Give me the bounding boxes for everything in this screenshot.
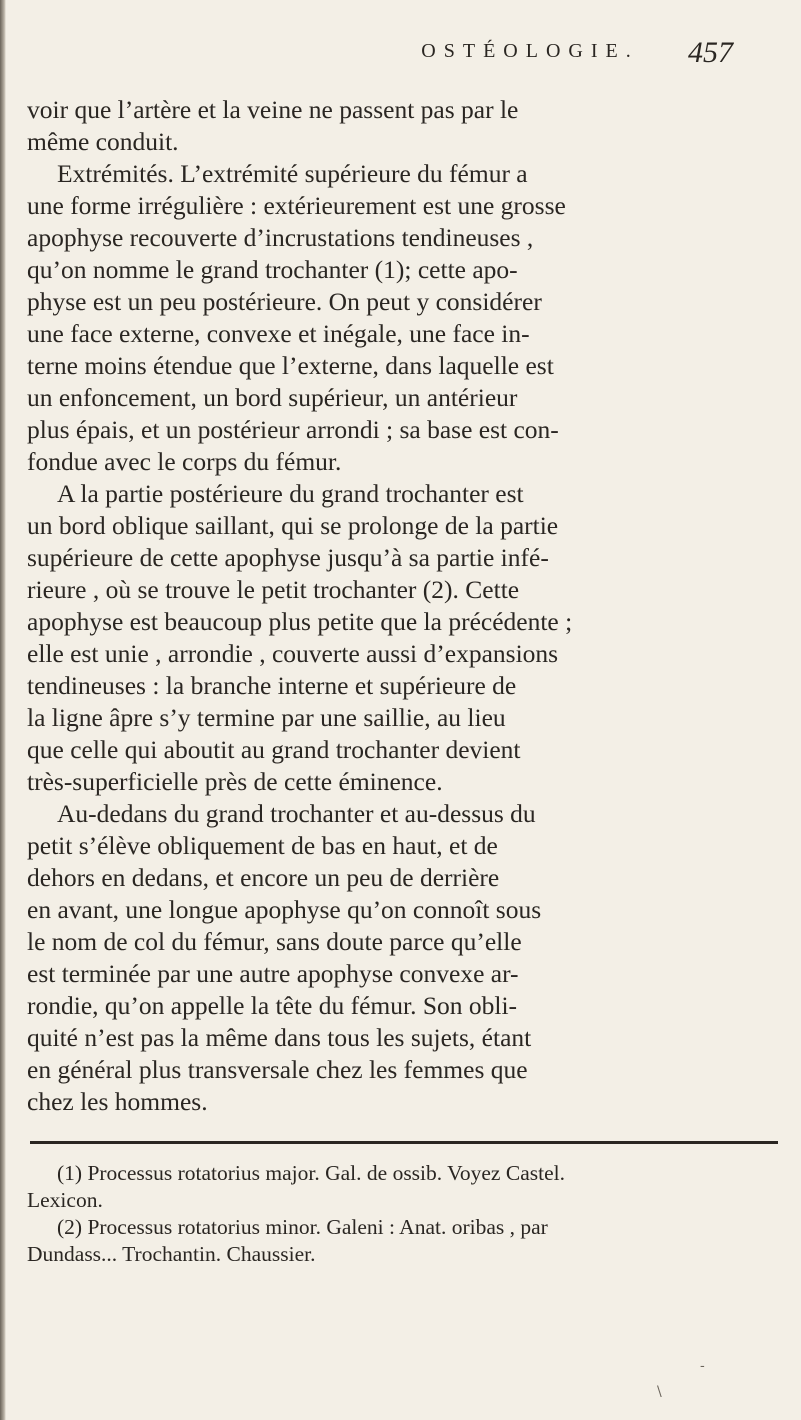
text-line: apophyse recouverte d’incrustations tendineuses , [27, 223, 534, 252]
text-line: une face externe, convexe et inégale, une face in- [27, 319, 530, 348]
text-line: physe est un peu postérieure. On peut y considérer [27, 287, 542, 316]
text-line: supérieure de cette apophyse jusqu’à sa partie infé- [27, 543, 549, 572]
main-text [27, 94, 785, 1118]
footnote-line: Lexicon. [27, 1188, 103, 1212]
text-line: elle est unie , arrondie , couverte aussi d’expansions [27, 639, 559, 668]
text-line: qu’on nomme le grand trochanter (1); cette apo- [27, 255, 518, 284]
text-line: terne moins étendue que l’externe, dans laquelle est [27, 351, 554, 380]
text-line: tendineuses : la branche interne et supérieure de [27, 671, 517, 700]
page-header [0, 36, 801, 80]
footnote-line: (1) Processus rotatorius major. Gal. de ossib. Voyez Castel. [57, 1161, 565, 1185]
text-line: une forme irrégulière : extérieurement est une grosse [27, 191, 566, 220]
text-line: un enfoncement, un bord supérieur, un antérieur [27, 383, 518, 412]
text-line: petit s’élève obliquement de bas en haut, et de [27, 831, 498, 860]
page-binding-edge [0, 0, 6, 1420]
footnote-divider [30, 1141, 778, 1144]
stray-mark: - [700, 1358, 705, 1374]
text-line: même conduit. [27, 127, 179, 156]
text-line: rondie, qu’on appelle la tête du fémur. Son obli- [27, 991, 518, 1020]
text-line: la ligne âpre s’y termine par une saillie, au lieu [27, 703, 506, 732]
text-line: chez les hommes. [27, 1087, 208, 1116]
text-line: dehors en dedans, et encore un peu de derrière [27, 863, 500, 892]
footnotes [27, 1160, 787, 1268]
text-line: le nom de col du fémur, sans doute parce qu’elle [27, 927, 522, 956]
footnote-line: Dundass... Trochantin. Chaussier. [27, 1242, 316, 1266]
page-number: 457 [688, 36, 733, 69]
text-line: très-superficielle près de cette éminence. [27, 767, 443, 796]
text-line: A la partie postérieure du grand trochanter est [57, 479, 524, 508]
running-head: OSTÉOLOGIE. [421, 40, 639, 62]
text-line: fondue avec le corps du fémur. [27, 447, 342, 476]
text-line: Au-dedans du grand trochanter et au-dessus du [57, 799, 536, 828]
text-line: apophyse est beaucoup plus petite que la précédente ; [27, 607, 573, 636]
text-line: rieure , où se trouve le petit trochanter (2). Cette [27, 575, 520, 604]
text-line: en général plus transversale chez les femmes que [27, 1055, 528, 1084]
text-line: Extrémités. L’extrémité supérieure du fémur a [57, 159, 528, 188]
text-line: est terminée par une autre apophyse convexe ar- [27, 959, 519, 988]
text-line: plus épais, et un postérieur arrondi ; sa base est con- [27, 415, 559, 444]
text-line: voir que l’artère et la veine ne passent pas par le [27, 95, 519, 124]
stray-mark: \ [657, 1384, 662, 1400]
text-line: quité n’est pas la même dans tous les sujets, étant [27, 1023, 532, 1052]
text-line: que celle qui aboutit au grand trochanter devient [27, 735, 521, 764]
text-line: en avant, une longue apophyse qu’on connoît sous [27, 895, 542, 924]
text-line: un bord oblique saillant, qui se prolonge de la partie [27, 511, 559, 540]
footnote-line: (2) Processus rotatorius minor. Galeni : Anat. oribas , par [57, 1215, 548, 1239]
